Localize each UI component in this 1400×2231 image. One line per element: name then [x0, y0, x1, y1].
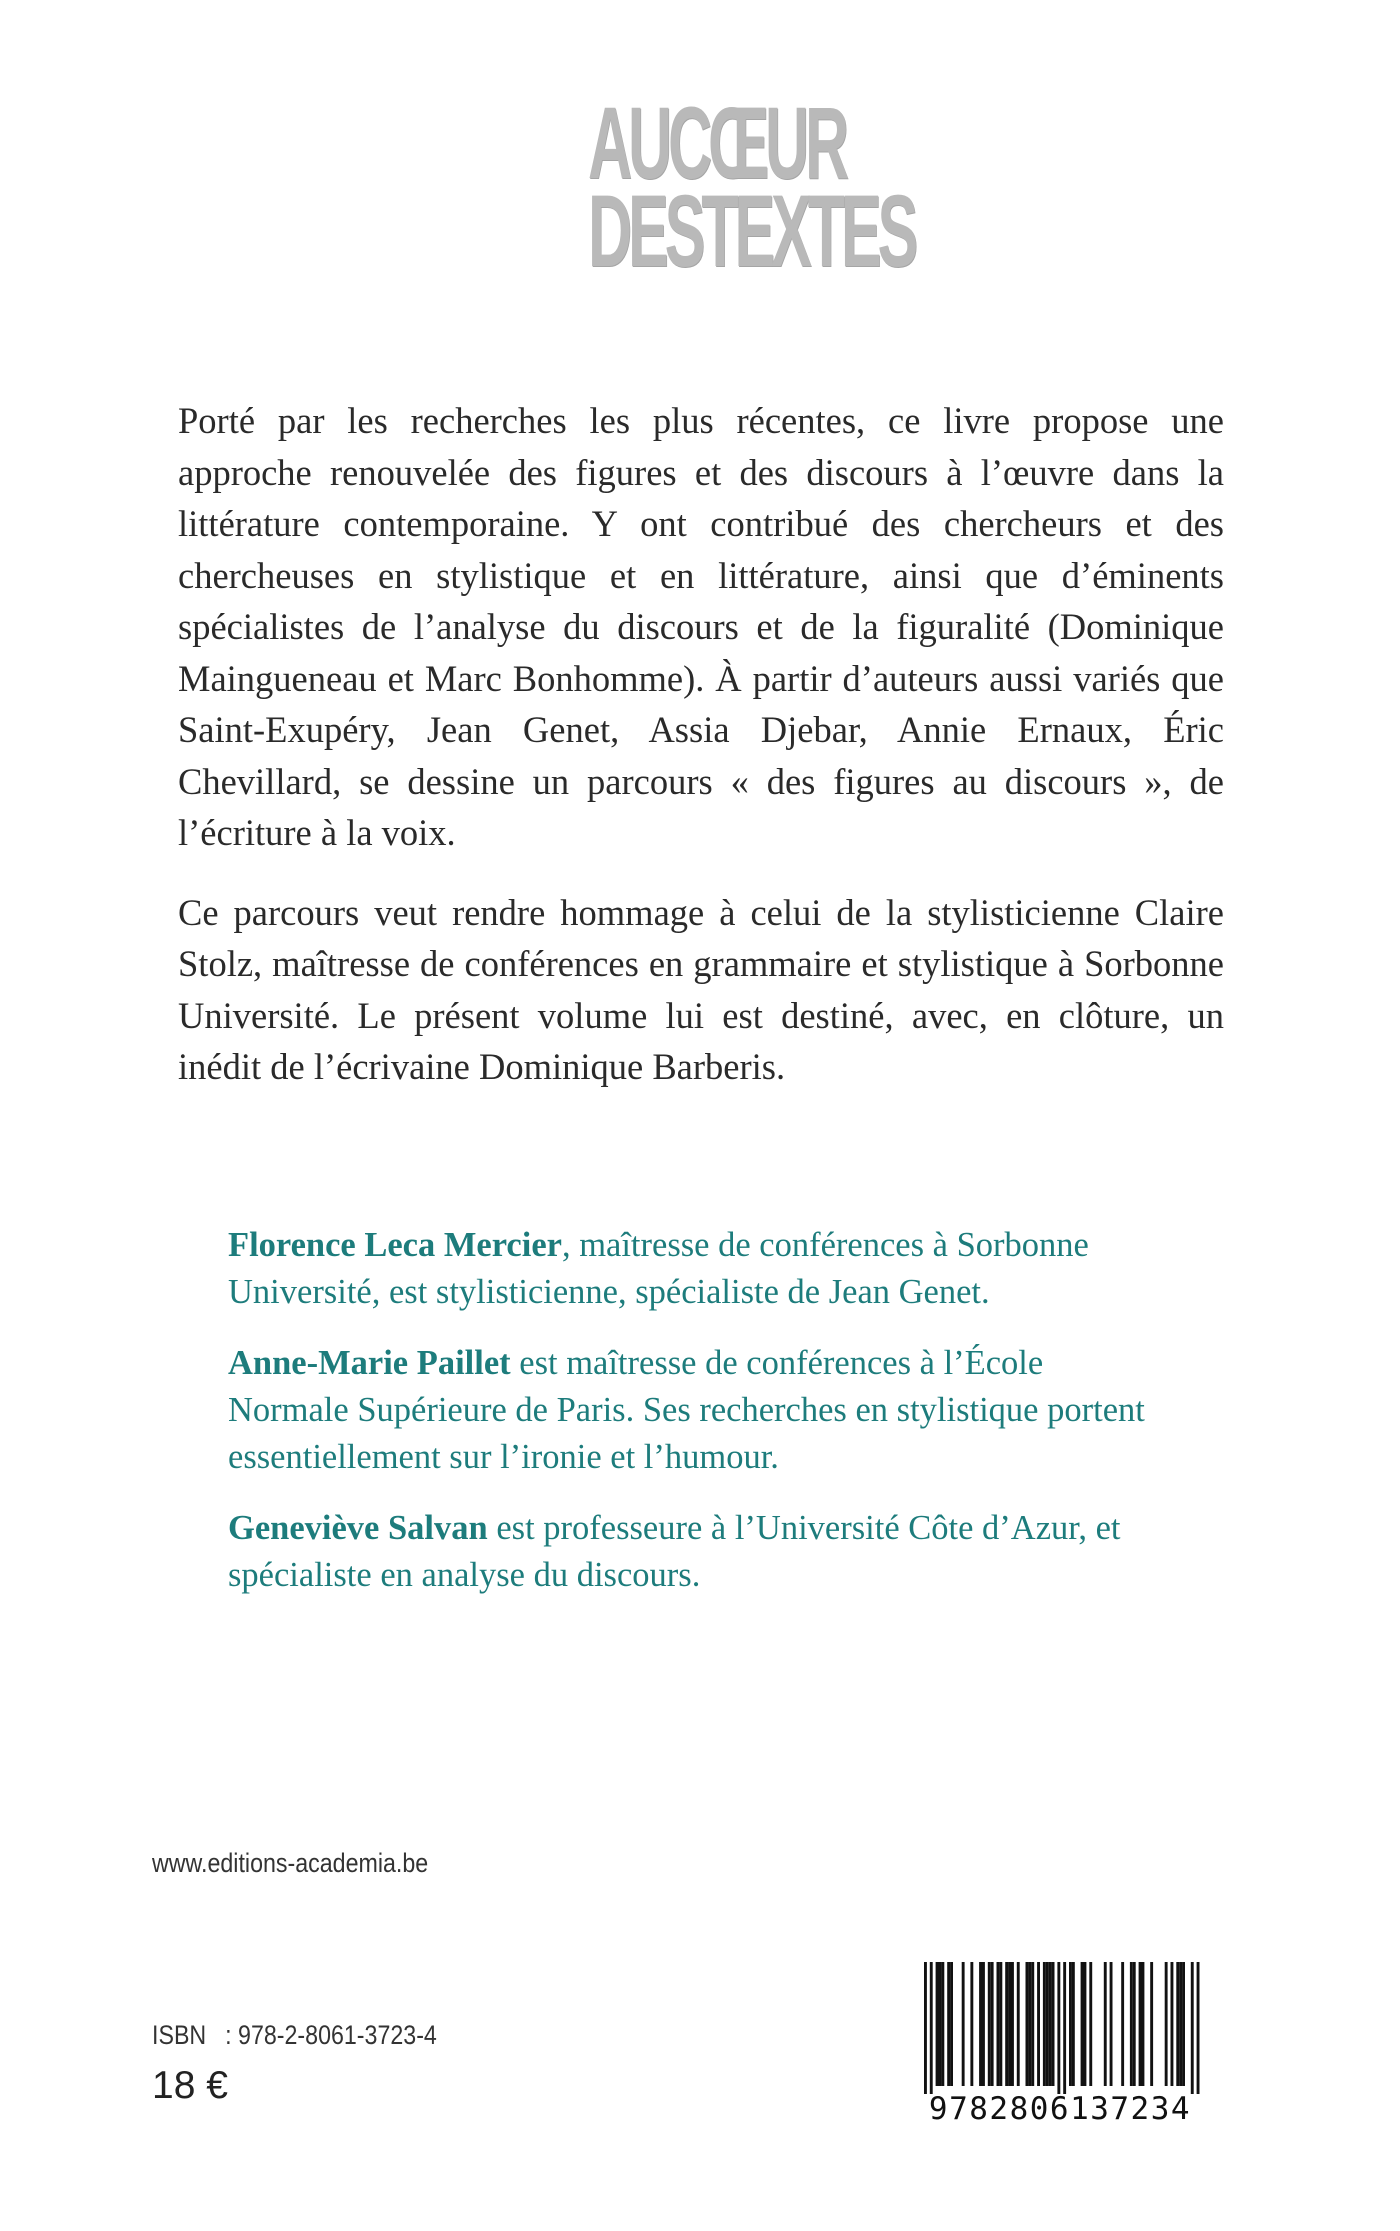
barcode-bar	[1084, 1962, 1087, 2086]
barcode-bar	[1026, 1962, 1029, 2086]
barcode-bar	[1057, 1962, 1060, 2094]
barcode-bar	[1063, 1962, 1066, 2094]
barcode-bar	[1089, 1962, 1092, 2086]
barcode-bar	[1176, 1962, 1179, 2086]
barcode-bar	[1017, 1962, 1020, 2086]
barcode-bar	[1165, 1962, 1168, 2086]
author-name: Anne-Marie Paillet	[228, 1344, 511, 1382]
barcode-bar	[1133, 1962, 1136, 2086]
barcode-bar	[1150, 1962, 1153, 2086]
barcode-bar	[939, 1962, 942, 2086]
barcode-bar	[936, 1962, 939, 2086]
barcode-bar	[979, 1962, 982, 2086]
barcode-bar	[1049, 1962, 1052, 2086]
barcode-bar	[1104, 1962, 1107, 2086]
barcode-bar	[1037, 1962, 1040, 2086]
barcode-bar	[950, 1962, 953, 2086]
author-bio	[228, 1505, 1162, 1599]
barcode-bar	[1171, 1962, 1174, 2086]
summary-paragraph-2: Ce parcours veut rendre hommage à celui de la stylisticienne Claire Stolz, maîtresse de conférences en grammaire et stylistique à Sorbonne Université. Le présent volume lui est destiné, avec, en clôture, un inédit de l’écrivaine Dominique Barberis.	[178, 891, 1224, 1087]
author-bio	[228, 1222, 1162, 1316]
barcode-bar	[1139, 1962, 1142, 2086]
barcode-bar	[1182, 1962, 1185, 2086]
author-description: , maîtresse de conférences à Sorbonne Université, est stylisticienne, spécialiste de Jean Genet.	[228, 1226, 1089, 1311]
author-name: Geneviève Salvan	[228, 1509, 488, 1547]
barcode-bar	[988, 1962, 991, 2086]
barcode-bar	[1072, 1962, 1075, 2086]
series-logo-line1: AUCŒUR	[588, 86, 845, 200]
series-logo-line2: DESTEXTES	[588, 173, 915, 288]
barcode-bar	[1197, 1962, 1200, 2094]
book-summary	[178, 395, 1224, 1121]
barcode-bar	[1028, 1962, 1031, 2086]
barcode-bar	[1052, 1962, 1055, 2086]
barcode-bar	[1031, 1962, 1034, 2086]
barcode-bars	[912, 1958, 1208, 2098]
barcode-digits: 9782806137234	[928, 2091, 1192, 2127]
barcode-bar	[1069, 1962, 1072, 2086]
barcode-bar	[1005, 1962, 1008, 2086]
barcode-bar	[1008, 1962, 1011, 2086]
price: 18 €	[152, 2064, 228, 2107]
barcode-bar	[997, 1962, 1000, 2086]
barcode-bar	[1081, 1962, 1084, 2086]
author-description: est professeure à l’Université Côte d’Azur, et spécialiste en analyse du discours.	[228, 1509, 1121, 1594]
barcode-bar	[1121, 1962, 1124, 2086]
author-description: est maîtresse de conférences à l’École Normale Supérieure de Paris. Ses recherches en stylistique portent essentiellement sur l’ironie et l’humour.	[228, 1344, 1145, 1476]
barcode-bar	[970, 1962, 973, 2086]
barcode-bar	[962, 1962, 965, 2086]
barcode-bar	[1011, 1962, 1014, 2086]
barcode-bar	[1179, 1962, 1182, 2086]
series-logo	[520, 86, 915, 288]
barcode-bar	[991, 1962, 994, 2086]
publisher-website: www.editions-academia.be	[152, 1848, 429, 1878]
barcode	[912, 1958, 1208, 2134]
barcode-bar	[941, 1962, 944, 2086]
barcode-bar	[1191, 1962, 1194, 2094]
barcode-bar	[930, 1962, 933, 2094]
barcode-bar	[999, 1962, 1002, 2086]
barcode-bar	[1110, 1962, 1113, 2086]
barcode-bar	[1142, 1962, 1145, 2086]
barcode-bar	[1043, 1962, 1046, 2086]
isbn-label: ISBN	[152, 2020, 207, 2050]
barcode-bar	[982, 1962, 985, 2086]
barcode-bar	[1046, 1962, 1049, 2086]
barcode-bar	[947, 1962, 950, 2086]
barcode-bar	[1130, 1962, 1133, 2086]
summary-paragraph-1: Porté par les recherches les plus récentes, ce livre propose une approche renouvelée des figures et des discours à l’œuvre dans la littérature contemporaine. Y ont contribué des chercheurs et des chercheuses en stylistique et en littérature, ainsi que d’éminents spécialistes de l’analyse du discours et de la figuralité (Dominique Maingueneau et Marc Bonhomme). À partir d’auteurs aussi variés que Saint-Exupéry, Jean Genet, Assia Djebar, Annie Ernaux, Éric Chevillard, se dessine un parcours « des figures au discours », de l’écriture à la voix.	[178, 400, 1224, 853]
author-name: Florence Leca Mercier	[228, 1226, 562, 1264]
author-bio	[228, 1340, 1162, 1481]
barcode-bar	[924, 1962, 927, 2094]
isbn-line	[152, 2020, 437, 2051]
isbn-value: : 978-2-8061-3723-4	[225, 2020, 437, 2050]
author-bios	[228, 1222, 1162, 1623]
